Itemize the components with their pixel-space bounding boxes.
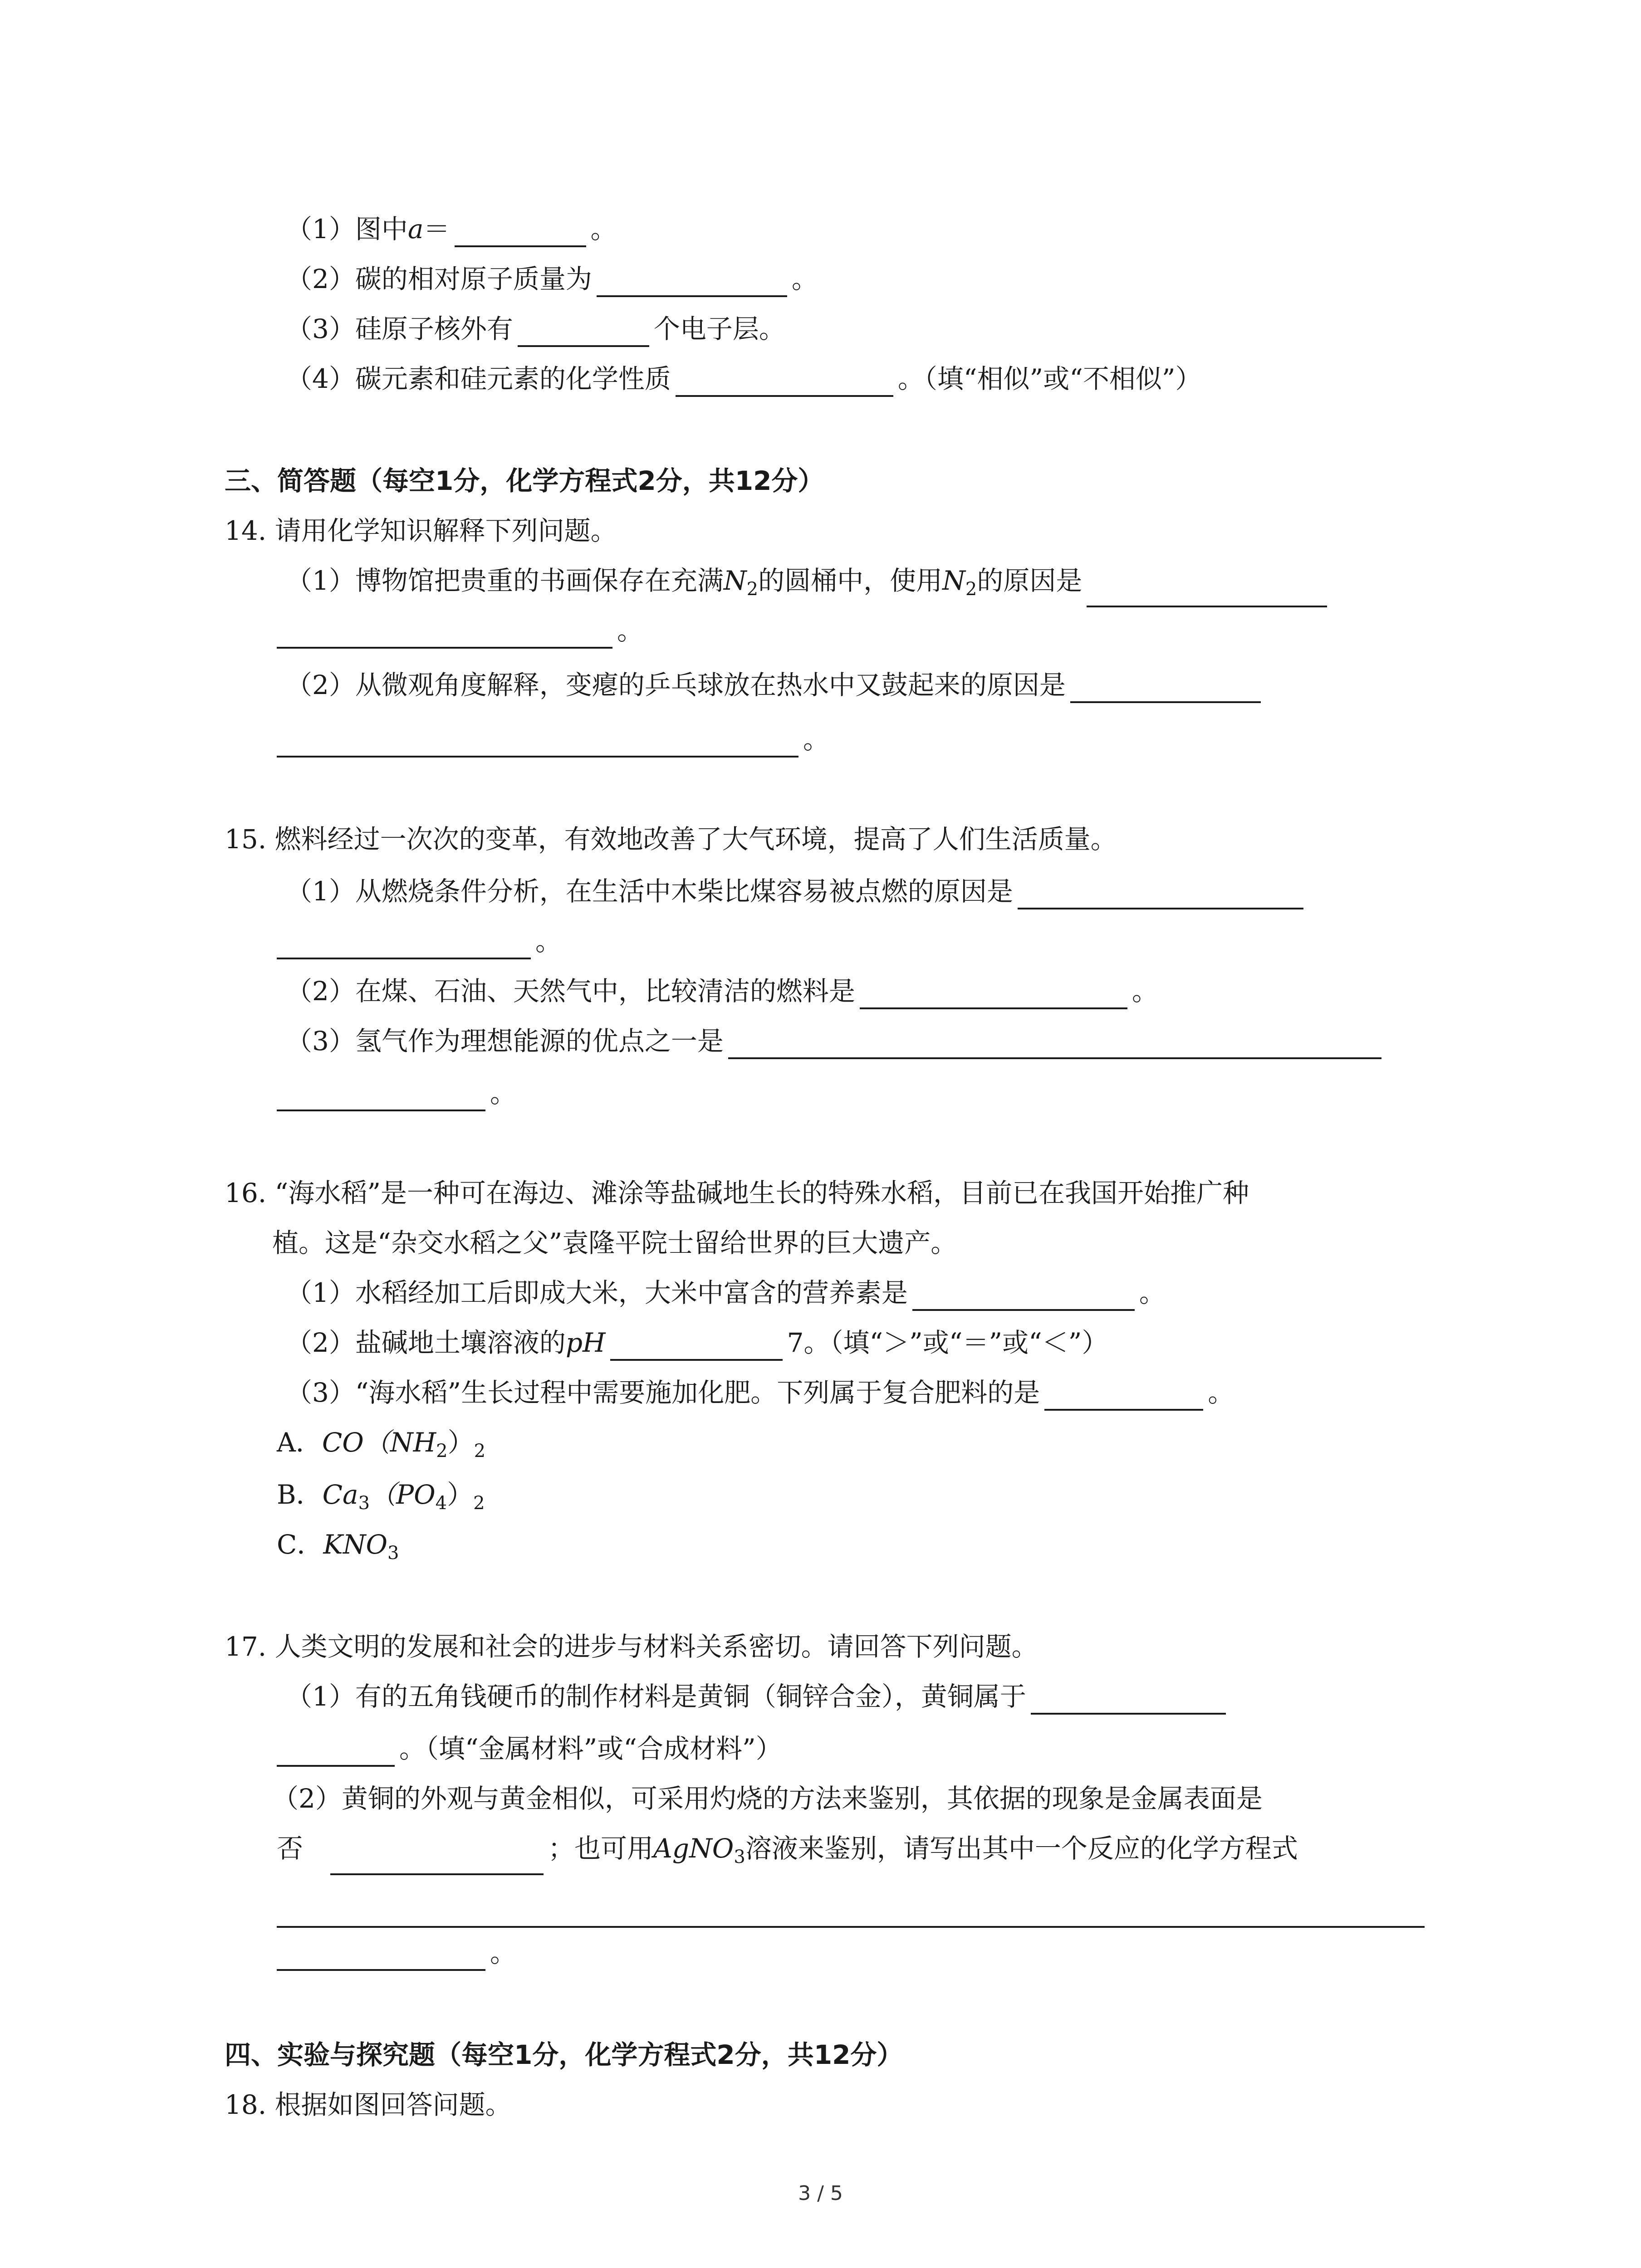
q14-part2-text: （2）从微观角度解释，变瘪的乒乓球放在热水中又鼓起来的原因是 [286,670,1066,700]
q16-part2-text: （2）盐碱地土壤溶液的 [286,1327,566,1358]
q17-part1 [286,1678,1230,1715]
q14-part2 [286,667,1265,703]
q15-part3-cont [277,1075,516,1111]
q16-part3-text: （3）“海水稻”生长过程中需要施加化肥。下列属于复合肥料的是 [286,1377,1040,1408]
q15-part2-text: （2）在煤、石油、天然气中，比较清洁的燃料是 [286,976,855,1007]
formula-part: CO [322,1427,364,1458]
period: 。 [1208,1377,1234,1408]
subscript: 4 [435,1493,447,1514]
q16-option-a[interactable] [277,1424,485,1461]
q17-part2-line1: （2）黄铜的外观与黄金相似，可采用灼烧的方法来鉴别，其依据的现象是金属表面是 [272,1783,1263,1814]
period: 。 [490,1078,517,1109]
q16-option-b[interactable] [277,1476,485,1513]
q15-part3 [286,1023,1386,1059]
answer-blank[interactable] [277,1081,485,1111]
answer-blank[interactable] [277,1737,395,1767]
subscript: 3 [387,1543,399,1564]
q17-part2-answer [277,1892,1429,1928]
q13-part4-suffix: 。（填“相似”或“不相似”） [897,363,1202,394]
answer-blank[interactable] [277,929,531,959]
q16-part1 [286,1275,1166,1311]
q13-part1 [286,211,617,247]
answer-blank[interactable] [330,1845,544,1875]
q14-part1-text: （1）博物馆把贵重的书画保存在充满 [286,565,724,596]
answer-blank[interactable] [728,1029,1381,1059]
q13-part3-suffix: 个电子层。 [653,313,785,344]
formula-part: （NH [363,1427,436,1458]
q16-part3 [286,1374,1234,1411]
q17-part2-line2 [277,1830,1298,1867]
answer-blank[interactable] [518,317,649,347]
q16-part2 [286,1325,1108,1361]
formula-part: KNO [323,1529,388,1560]
q17-part2-text-c: 溶液来鉴别，请写出其中一个反应的化学方程式 [745,1833,1298,1864]
answer-blank[interactable] [1087,577,1327,607]
period: 。 [617,615,644,646]
section-3-heading: 三、简答题（每空1分，化学方程式2分，共12分） [225,465,824,496]
n2-formula [942,565,977,600]
answer-blank[interactable] [277,1941,485,1971]
n2-subscript: 2 [746,579,759,600]
period: 。 [791,264,818,294]
period: 。 [590,214,617,244]
q15-stem: 15. 燃料经过一次次的变革，有效地改善了大气环境，提高了人们生活质量。 [225,824,1117,855]
q13-part3 [286,311,785,347]
answer-blank[interactable] [860,979,1127,1009]
subscript: 2 [436,1441,448,1461]
n2-subscript: 2 [965,579,977,600]
q14-part1-text-c: 的原因是 [977,565,1083,596]
q14-part1 [286,562,1332,599]
q13-part1-text: （1）图中 [286,214,408,244]
equals-sign: ＝ [423,214,450,244]
q13-part4 [286,361,1202,397]
agno3-formula: AgNO [653,1833,734,1864]
subscript: 3 [734,1847,745,1867]
period: 。 [1139,1277,1166,1308]
q15-part3-text: （3）氢气作为理想能源的优点之一是 [286,1026,724,1056]
q16-option-c[interactable] [277,1526,399,1563]
q15-part2 [286,973,1158,1009]
answer-blank[interactable] [597,267,787,297]
answer-blank[interactable] [676,367,893,397]
q15-part1 [286,873,1308,909]
period: 。 [535,926,562,957]
q14-part2-cont [277,721,829,758]
answer-blank[interactable] [277,619,612,649]
q17-part1-cont [277,1730,782,1767]
option-label: A． [277,1427,322,1458]
q14-stem: 14. 请用化学知识解释下列问题。 [225,515,617,546]
q16-part2-suffix: 7。（填“＞”或“＝”或“＜”） [787,1327,1108,1358]
period: 。 [1132,976,1158,1007]
answer-blank[interactable] [455,217,586,247]
answer-blank[interactable] [1070,673,1261,703]
answer-blank[interactable] [1031,1685,1226,1715]
q13-part4-text: （4）碳元素和硅元素的化学性质 [286,363,671,394]
n2-symbol: N [723,565,747,596]
q13-part2-text: （2）碳的相对原子质量为 [286,264,592,294]
q14-part1-cont [277,612,643,649]
q17-part1-suffix: 。（填“金属材料”或“合成材料”） [399,1733,782,1764]
ph-symbol: pH [565,1327,606,1358]
formula-part: ） [447,1479,474,1510]
q14-part1-text-b: 的圆桶中，使用 [758,565,943,596]
subscript: 2 [474,1441,486,1461]
subscript: 2 [473,1493,485,1514]
answer-blank[interactable] [610,1331,783,1361]
q16-part1-text: （1）水稻经加工后即成大米，大米中富含的营养素是 [286,1277,908,1308]
q16-stem-line2: 植。这是“杂交水稻之父”袁隆平院士留给世界的巨大遗产。 [272,1227,957,1258]
option-label: B． [277,1479,323,1510]
q15-part1-text: （1）从燃烧条件分析，在生活中木柴比煤容易被点燃的原因是 [286,876,1013,907]
formula-part: ） [447,1427,474,1458]
answer-blank[interactable] [912,1281,1135,1311]
q17-part2-text: 否 [277,1833,304,1864]
var-a: a [407,214,424,244]
q17-part1-text: （1）有的五角钱硬币的制作材料是黄铜（铜锌合金），黄铜属于 [286,1681,1026,1712]
q13-part3-text: （3）硅原子核外有 [286,313,513,344]
n2-formula [723,565,759,600]
answer-blank[interactable] [277,728,798,758]
q16-stem-line1: 16. “海水稻”是一种可在海边、滩涂等盐碱地生长的特殊水稻，目前已在我国开始推广种 [225,1178,1249,1208]
q13-part2 [286,261,818,297]
formula-part: （PO [370,1479,436,1510]
page-number: 3 / 5 [798,2182,843,2205]
answer-blank[interactable] [1044,1381,1203,1411]
answer-blank[interactable] [277,1898,1425,1928]
q17-part2-text-b: ；也可用 [548,1833,654,1864]
q17-part2-cont [277,1935,516,1971]
q18-stem: 18. 根据如图回答问题。 [225,2089,512,2120]
formula-part: Ca [322,1479,358,1510]
answer-blank[interactable] [1018,880,1303,909]
q17-stem: 17. 人类文明的发展和社会的进步与材料关系密切。请回答下列问题。 [225,1631,1038,1662]
period: 。 [490,1937,517,1968]
n2-symbol: N [942,565,965,596]
q15-part1-cont [277,923,562,959]
option-label: C． [277,1529,323,1560]
subscript: 3 [358,1493,370,1514]
section-4-heading: 四、实验与探究题（每空1分，化学方程式2分，共12分） [225,2039,903,2070]
period: 。 [803,724,830,755]
